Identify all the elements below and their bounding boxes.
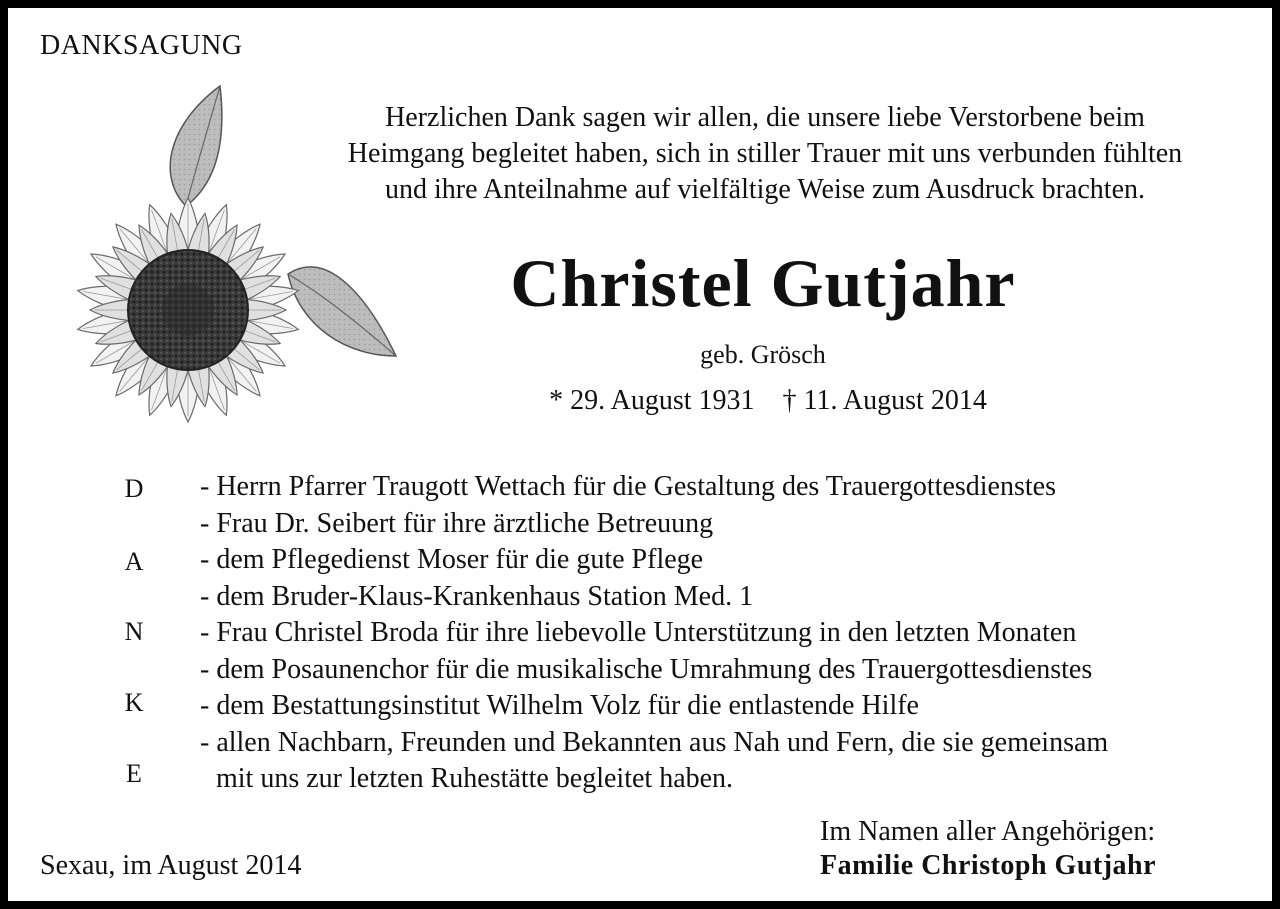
place-date: Sexau, im August 2014 — [40, 850, 302, 881]
thanks-item: - dem Pflegedienst Moser für die gute Pflege — [200, 544, 704, 575]
acrostic-letter: E — [126, 759, 142, 788]
intro-line: und ihre Anteilnahme auf vielfältige Weise zum Ausdruck brachten. — [385, 174, 1145, 205]
thanks-item: - Herrn Pfarrer Traugott Wettach für die Gestaltung des Trauergottesdienstes — [200, 471, 1056, 502]
deceased-name: Christel Gutjahr — [510, 245, 1016, 321]
notice-heading: DANKSAGUNG — [40, 30, 243, 61]
acrostic-letter: K — [124, 688, 144, 717]
acrostic-letter: D — [124, 474, 144, 503]
thanks-item: - Frau Christel Broda für ihre liebevolle Unterstützung in den letzten Monaten — [200, 617, 1077, 648]
thanks-list — [200, 469, 1260, 798]
intro-line: Herzlichen Dank sagen wir allen, die unsere liebe Verstorbene beim — [385, 102, 1145, 133]
thanks-item-continuation: mit uns zur letzten Ruhestätte begleitet haben. — [216, 763, 734, 794]
signoff-line: Im Namen aller Angehörigen: — [820, 816, 1156, 847]
thanks-item: - Frau Dr. Seibert für ihre ärztliche Betreuung — [200, 507, 714, 539]
life-dates — [488, 385, 1048, 417]
acrostic-letter: A — [124, 547, 144, 576]
intro-text — [270, 100, 1260, 208]
thanks-item: - allen Nachbarn, Freunden und Bekannten aus Nah und Fern, die sie gemeinsam — [200, 726, 1109, 758]
thanks-item: - dem Bestattungsinstitut Wilhelm Volz für die entlastende Hilfe — [200, 690, 919, 721]
thanks-item: - dem Bruder-Klaus-Krankenhaus Station Med. 1 — [200, 580, 754, 612]
family-signature: Familie Christoph Gutjahr — [820, 850, 1157, 881]
birth-name: geb. Grösch — [700, 340, 826, 369]
thanks-item: - dem Posaunenchor für die musikalische Umrahmung des Trauergottesdienstes — [200, 653, 1093, 685]
acrostic-letter: N — [124, 617, 144, 646]
death-date: † 11. August 2014 — [782, 385, 987, 416]
birth-date: * 29. August 1931 — [549, 385, 755, 416]
intro-line: Heimgang begleitet haben, sich in stiller Trauer mit uns verbunden fühlten — [347, 138, 1183, 169]
